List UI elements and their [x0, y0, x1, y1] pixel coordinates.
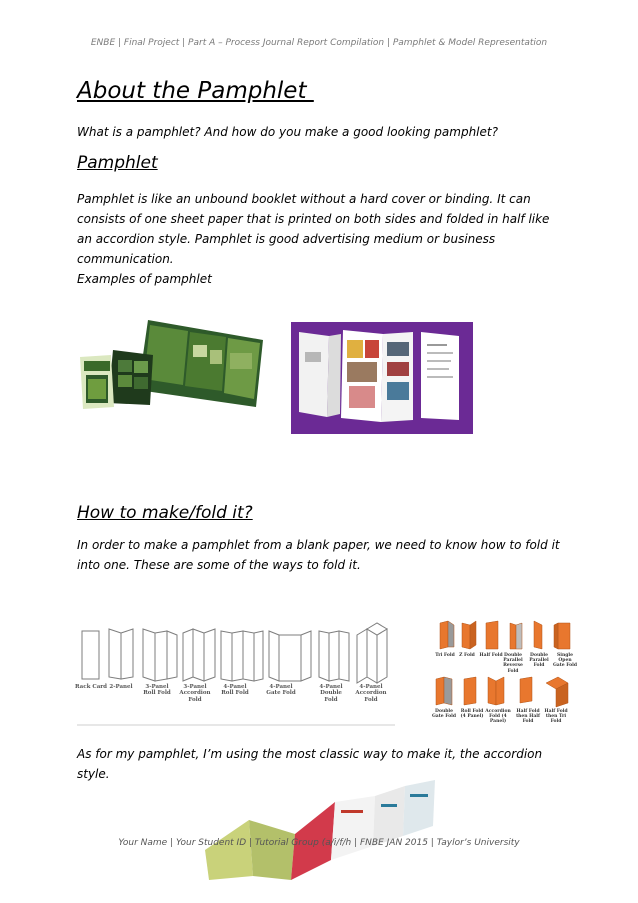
pamphlet-example-purple-image: [291, 322, 473, 434]
fold-label: Half Fold then Tri Fold: [544, 709, 568, 725]
fold-label: 4-Panel Roll Fold: [221, 684, 249, 697]
fold-label: Z Fold: [459, 653, 475, 658]
fold-label: Double Parallel Fold: [529, 653, 549, 669]
fold-label: Double Gate Fold: [431, 709, 457, 720]
fold-label: Rack Card: [74, 684, 108, 690]
orange-fold-chart: [428, 617, 588, 735]
fold-label: Accordion Fold (4 Panel): [485, 709, 511, 725]
page-title: About the Pamphlet: [77, 78, 314, 104]
pamphlet-example-green-image: [78, 315, 266, 410]
folding-description: In order to make a pamphlet from a blank paper, we need to know how to fold it into one. These are some of the ways to fold it.: [77, 538, 560, 572]
fold-label: 4-Panel Double Fold: [319, 684, 343, 703]
fold-label: Roll Fold (4 Panel): [460, 709, 484, 720]
section-heading-pamphlet: Pamphlet: [77, 153, 158, 173]
intro-text: What is a pamphlet? And how do you make a good looking pamphlet?: [77, 125, 498, 139]
page-footer: Your Name | Your Student ID | Tutorial Group (a/i/f/h | FNBE JAN 2015 | Taylor’s University: [118, 838, 520, 848]
accordion-pamphlet-image: [205, 780, 435, 880]
closing-text: As for my pamphlet, I’m using the most classic way to make it, the accordion style.: [77, 747, 543, 781]
pamphlet-description: Pamphlet is like an unbound booklet without a hard cover or binding. It can consists of one sheet paper that is printed on both sides and folded in half like an accordion style. Pamphlet is good advertising medium or business communication.: [77, 192, 550, 266]
section-heading-folding: How to make/fold it?: [77, 503, 253, 523]
fold-label: Half Fold then Half Fold: [516, 709, 540, 725]
fold-label: Single Open Gate Fold: [552, 653, 578, 669]
fold-label: Tri Fold: [435, 653, 455, 658]
fold-label: 4-Panel Gate Fold: [266, 684, 296, 697]
examples-label: Examples of pamphlet: [77, 272, 212, 286]
fold-label: Double Parallel Reverse Fold: [503, 653, 523, 674]
fold-label: 4-Panel Accordion Fold: [355, 684, 387, 703]
fold-label: 3-Panel Accordion Fold: [179, 684, 211, 703]
fold-label: 2-Panel: [109, 684, 133, 690]
page-header: ENBE | Final Project | Part A – Process Journal Report Compilation | Pamphlet & Model Representation: [90, 38, 548, 48]
fold-label: Half Fold: [479, 653, 503, 658]
fold-types-labels: [74, 684, 395, 718]
fold-label: 3-Panel Roll Fold: [143, 684, 171, 697]
